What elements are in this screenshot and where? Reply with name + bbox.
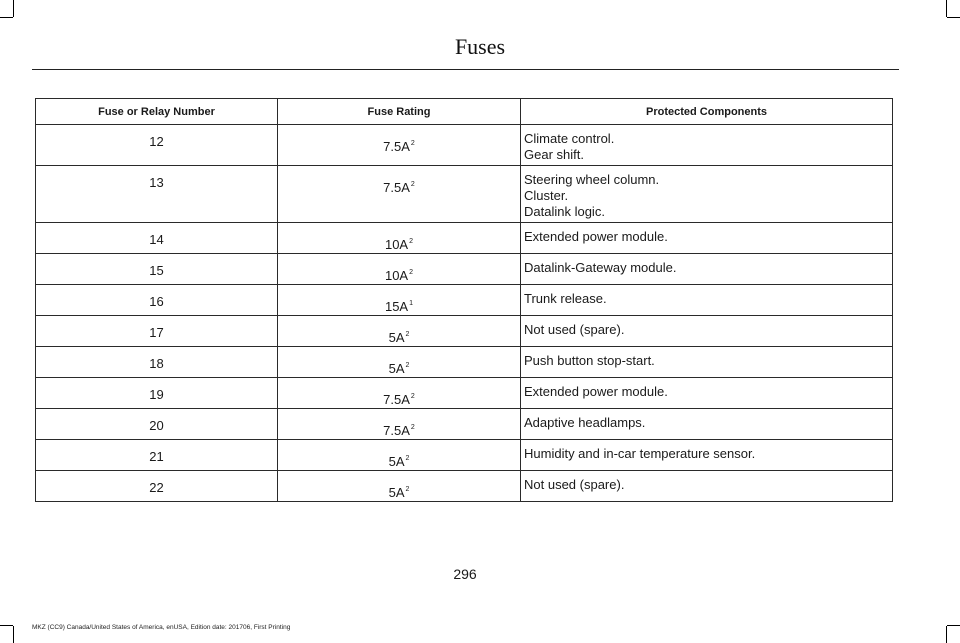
protected-components-cell — [521, 347, 893, 378]
component-line: Gear shift. — [524, 147, 584, 162]
footnote-marker: 2 — [405, 362, 410, 369]
footnote-marker: 2 — [405, 331, 410, 338]
fuse-rating-value: 7.5A — [383, 423, 410, 438]
component-line: Cluster. — [524, 188, 569, 203]
table-row — [36, 409, 893, 440]
fuse-rating-cell — [278, 285, 521, 316]
fuse-number-cell: 15 — [36, 254, 278, 285]
edition-footer: MKZ (CC9) Canada/United States of America, enUSA, Edition date: 201706, First Printing — [32, 624, 291, 631]
fuse-number-cell: 14 — [36, 223, 278, 254]
table-row — [36, 378, 893, 409]
table-row — [36, 440, 893, 471]
fuse-rating-cell — [278, 254, 521, 285]
crop-mark-top-left-vertical — [13, 0, 14, 17]
fuse-number-cell: 18 — [36, 347, 278, 378]
component-line: Datalink logic. — [524, 204, 605, 219]
footnote-marker: 2 — [405, 486, 410, 493]
footnote-marker: 2 — [409, 238, 414, 245]
table-row — [36, 125, 893, 166]
fuse-rating-value: 7.5A — [383, 392, 410, 407]
component-line: Not used (spare). — [524, 322, 625, 337]
protected-components-cell — [521, 254, 893, 285]
footnote-marker: 2 — [410, 181, 415, 188]
component-line: Steering wheel column. — [524, 172, 660, 187]
fuse-rating-cell — [278, 378, 521, 409]
column-header-fuse-rating: Fuse Rating — [278, 99, 521, 125]
fuse-rating-cell — [278, 409, 521, 440]
crop-mark-bottom-left-vertical — [13, 626, 14, 643]
table-row — [36, 316, 893, 347]
protected-components-cell — [521, 223, 893, 254]
fuse-number-cell: 19 — [36, 378, 278, 409]
fuse-number-cell: 17 — [36, 316, 278, 347]
fuse-rating-value: 5A — [388, 330, 405, 345]
crop-mark-top-right-horizontal — [947, 17, 960, 18]
protected-components-cell — [521, 409, 893, 440]
title-divider — [32, 69, 899, 70]
protected-components-cell — [521, 316, 893, 347]
crop-mark-bottom-right-vertical — [946, 626, 947, 643]
component-line: Extended power module. — [524, 384, 668, 399]
footnote-marker: 2 — [409, 269, 414, 276]
fuse-number-cell: 21 — [36, 440, 278, 471]
footnote-marker: 2 — [410, 140, 415, 147]
fuse-rating-value: 5A — [388, 361, 405, 376]
component-line: Adaptive headlamps. — [524, 415, 646, 430]
component-line: Humidity and in-car temperature sensor. — [524, 446, 756, 461]
component-line: Push button stop-start. — [524, 353, 655, 368]
table-row — [36, 254, 893, 285]
footnote-marker: 2 — [410, 393, 415, 400]
footnote-marker: 2 — [405, 455, 410, 462]
crop-mark-top-left-horizontal — [0, 17, 13, 18]
table-body — [36, 125, 893, 502]
fuse-rating-value: 7.5A — [383, 139, 410, 154]
fuse-rating-value: 7.5A — [383, 180, 410, 195]
fuse-number-cell: 16 — [36, 285, 278, 316]
component-line: Extended power module. — [524, 229, 668, 244]
fuse-rating-value: 15A — [384, 299, 409, 314]
protected-components-cell — [521, 125, 893, 166]
fuse-rating-cell — [278, 166, 521, 223]
component-line: Climate control. — [524, 131, 615, 146]
fuse-rating-value: 5A — [388, 485, 405, 500]
fuse-number-cell: 12 — [36, 125, 278, 166]
footnote-marker: 2 — [410, 424, 415, 431]
fuse-table — [35, 98, 893, 502]
protected-components-cell — [521, 166, 893, 223]
component-line: Not used (spare). — [524, 477, 625, 492]
fuse-rating-cell — [278, 125, 521, 166]
fuse-number-cell: 22 — [36, 471, 278, 502]
fuse-rating-value: 5A — [388, 454, 405, 469]
fuse-rating-cell — [278, 316, 521, 347]
page-title: Fuses — [454, 34, 506, 59]
column-header-protected-components: Protected Components — [521, 99, 893, 125]
fuse-rating-cell — [278, 471, 521, 502]
protected-components-cell — [521, 440, 893, 471]
fuse-rating-value: 10A — [384, 268, 409, 283]
protected-components-cell — [521, 285, 893, 316]
crop-mark-bottom-right-horizontal — [947, 625, 960, 626]
component-line: Datalink-Gateway module. — [524, 260, 677, 275]
component-line: Trunk release. — [524, 291, 607, 306]
protected-components-cell — [521, 378, 893, 409]
column-header-fuse-number: Fuse or Relay Number — [36, 99, 278, 125]
fuse-rating-cell — [278, 347, 521, 378]
table-row — [36, 223, 893, 254]
table-row — [36, 166, 893, 223]
fuse-rating-cell — [278, 440, 521, 471]
fuse-rating-value: 10A — [384, 237, 409, 252]
protected-components-cell — [521, 471, 893, 502]
table-row — [36, 285, 893, 316]
page-number: 296 — [453, 566, 477, 582]
table-header-row — [36, 99, 893, 125]
fuse-number-cell: 13 — [36, 166, 278, 223]
fuse-rating-cell — [278, 223, 521, 254]
table-row — [36, 347, 893, 378]
crop-mark-top-right-vertical — [946, 0, 947, 17]
crop-mark-bottom-left-horizontal — [0, 625, 13, 626]
fuse-number-cell: 20 — [36, 409, 278, 440]
table-row — [36, 471, 893, 502]
footnote-marker: 1 — [409, 300, 414, 307]
